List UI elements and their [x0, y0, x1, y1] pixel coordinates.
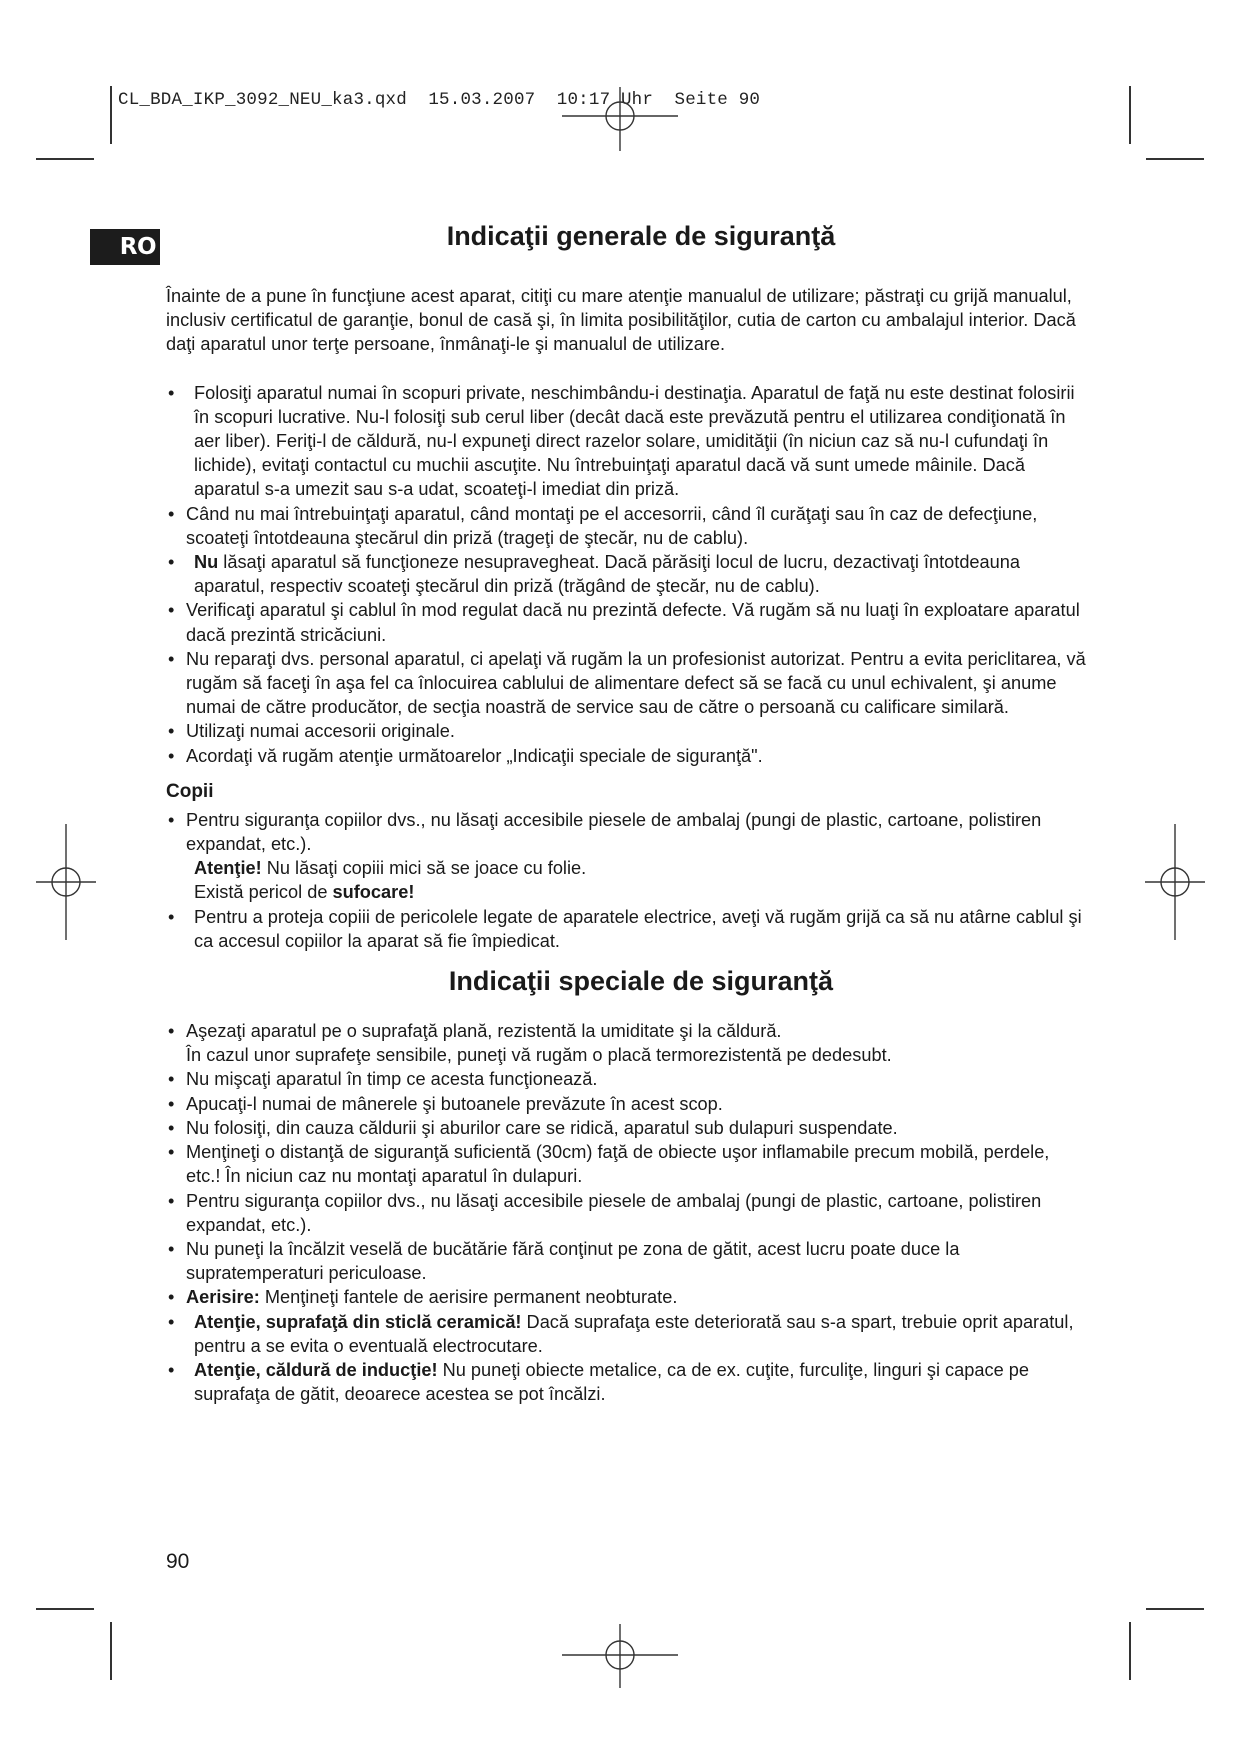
list-item: • Atenţie, căldură de inducţie! Nu puneţi obiecte metalice, ca de ex. cuţite, furculiţe, linguri şi capace pe suprafaţa de gătit, deoarece acestea se pot încălzi.	[166, 1358, 1086, 1406]
registration-mark-icon	[560, 1620, 680, 1690]
list-item: • Apucaţi-l numai de mânerele şi butoanele prevăzute în acest scop.	[166, 1092, 1086, 1116]
page-number: 90	[166, 1550, 190, 1573]
list-item: • Pentru siguranţa copiilor dvs., nu lăsaţi accesibile piesele de ambalaj (pungi de plastic, cartoane, polistiren expandat, etc.).	[166, 1189, 1086, 1237]
special-safety-title: Indicaţii speciale de siguranţă	[448, 966, 834, 997]
crop-mark	[1129, 86, 1131, 144]
crop-mark	[1146, 1608, 1204, 1610]
list-item: • Pentru a proteja copiii de pericolele legate de aparatele electrice, aveţi vă rugăm grijă ca să nu atârne cablul şi ca accesul copiilor la aparat să fie împiedicat.	[166, 905, 1086, 953]
list-item: • Folosiţi aparatul numai în scopuri private, neschimbându-i destinaţia. Aparatul de faţă nu este destinat folosirii în scopuri lucrative. Nu-l folosiţi sub cerul liber (decât dacă este prevăzută pentru el utilizarea condiţionată în aer liber). Feriţi-l de căldură, nu-l expuneţi direct razelor solare, umidităţii (în niciun caz să nu-l cufundaţi în lichide), evitaţi contactul cu muchii ascuţite. Nu întrebuinţaţi aparatul dacă vă sunt umede mâinile. Dacă aparatul s-a umezit sau s-a udat, scoateţi-l imediat din priză.	[166, 381, 1086, 502]
list-item: • Nu puneţi la încălzit veselă de bucătărie fără conţinut pe zona de gătit, acest lucru poate duce la supratemperaturi periculoase.	[166, 1237, 1086, 1285]
list-item: • Verificaţi aparatul şi cablul în mod regulat dacă nu prezintă defecte. Vă rugăm să nu luaţi în exploatare aparatul dacă prezintă stricăciuni.	[166, 598, 1086, 646]
language-tab: RO	[90, 229, 160, 265]
crop-mark	[36, 1608, 94, 1610]
general-safety-title: Indicaţii generale de siguranţă	[446, 221, 836, 251]
list-item: • Atenţie, suprafaţă din sticlă ceramică! Dacă suprafaţa este deteriorată sau s-a spart, trebuie oprit aparatul, pentru a se evita o eventuală electrocutare.	[166, 1310, 1086, 1358]
registration-mark-icon	[34, 822, 98, 942]
list-item: • Aşezaţi aparatul pe o suprafaţă plană, rezistentă la umiditate şi la căldură. În cazul unor suprafeţe sensibile, puneţi vă rugăm o placă termorezistentă pe dedesubt.	[166, 1019, 1086, 1067]
general-safety-list	[166, 381, 1086, 768]
crop-mark	[36, 158, 94, 160]
intro-paragraph: Înainte de a pune în funcţiune acest aparat, citiţi cu mare atenţie manualul de utilizare; păstraţi cu grijă manualul, inclusiv certificatul de garanţie, bonul de casă şi, în limita posibilităţilor, cutia de carton cu ambalajul interior. Dacă daţi aparatul unor terţe persoane, înmânaţi-le şi manualul de utilizare.	[166, 286, 1076, 355]
crop-mark	[110, 1622, 112, 1680]
list-item: • Pentru siguranţa copiilor dvs., nu lăsaţi accesibile piesele de ambalaj (pungi de plastic, cartoane, polistiren expandat, etc.). Atenţie! Nu lăsaţi copiii mici să se joace cu folie. Există pericol de sufocare!	[166, 808, 1086, 905]
emphasis: Nu	[194, 552, 219, 573]
list-item: • Aerisire: Menţineţi fantele de aerisire permanent neobturate.	[166, 1285, 1086, 1309]
list-item: • Nu folosiţi, din cauza căldurii şi aburilor care se ridică, aparatul sub dulapuri suspendate.	[166, 1116, 1086, 1140]
list-item: • Când nu mai întrebuinţaţi aparatul, când montaţi pe el accesorrii, când îl curăţaţi sau în caz de defecţiune, scoateţi întotdeauna ştecărul din priză (trageţi de ştecăr, nu de cablu).	[166, 502, 1086, 550]
list-item: • Nu reparaţi dvs. personal aparatul, ci apelaţi vă rugăm la un profesionist autorizat. Pentru a evita periclitarea, vă rugăm să faceţi în aşa fel ca înlocuirea cablului de alimentare defect să se facă cu unul echivalent, şi anume numai de către producător, de secţia noastră de service sau de către o persoană cu calificare similară.	[166, 647, 1086, 720]
list-item: • Nu mişcaţi aparatul în timp ce acesta funcţionează.	[166, 1067, 1086, 1091]
registration-mark-icon	[560, 85, 680, 155]
crop-mark	[110, 86, 112, 144]
registration-mark-icon	[1143, 822, 1207, 942]
special-safety-list	[166, 1019, 1086, 1406]
manual-content	[166, 218, 1086, 1406]
children-list	[166, 808, 1086, 953]
list-item: • Acordaţi vă rugăm atenţie următoarelor „Indicaţii speciale de siguranţă".	[166, 744, 1086, 768]
list-item: • Menţineţi o distanţă de siguranţă suficientă (30cm) faţă de obiecte uşor inflamabile precum mobilă, perdele, etc.! În niciun caz nu montaţi aparatul în dulapuri.	[166, 1140, 1086, 1188]
crop-mark	[1129, 1622, 1131, 1680]
list-item: • Utilizaţi numai accesorii originale.	[166, 719, 1086, 743]
children-heading: Copii	[166, 780, 214, 802]
print-slug: CL_BDA_IKP_3092_NEU_ka3.qxd 15.03.2007 10:17 Uhr Seite 90	[118, 90, 761, 110]
list-item: • Nu lăsaţi aparatul să funcţioneze nesupravegheat. Dacă părăsiţi locul de lucru, dezactivaţi întotdeauna aparatul, respectiv scoateţi ştecărul din priză (trăgând de ştecăr, nu de cablu).	[166, 550, 1086, 598]
crop-mark	[1146, 158, 1204, 160]
